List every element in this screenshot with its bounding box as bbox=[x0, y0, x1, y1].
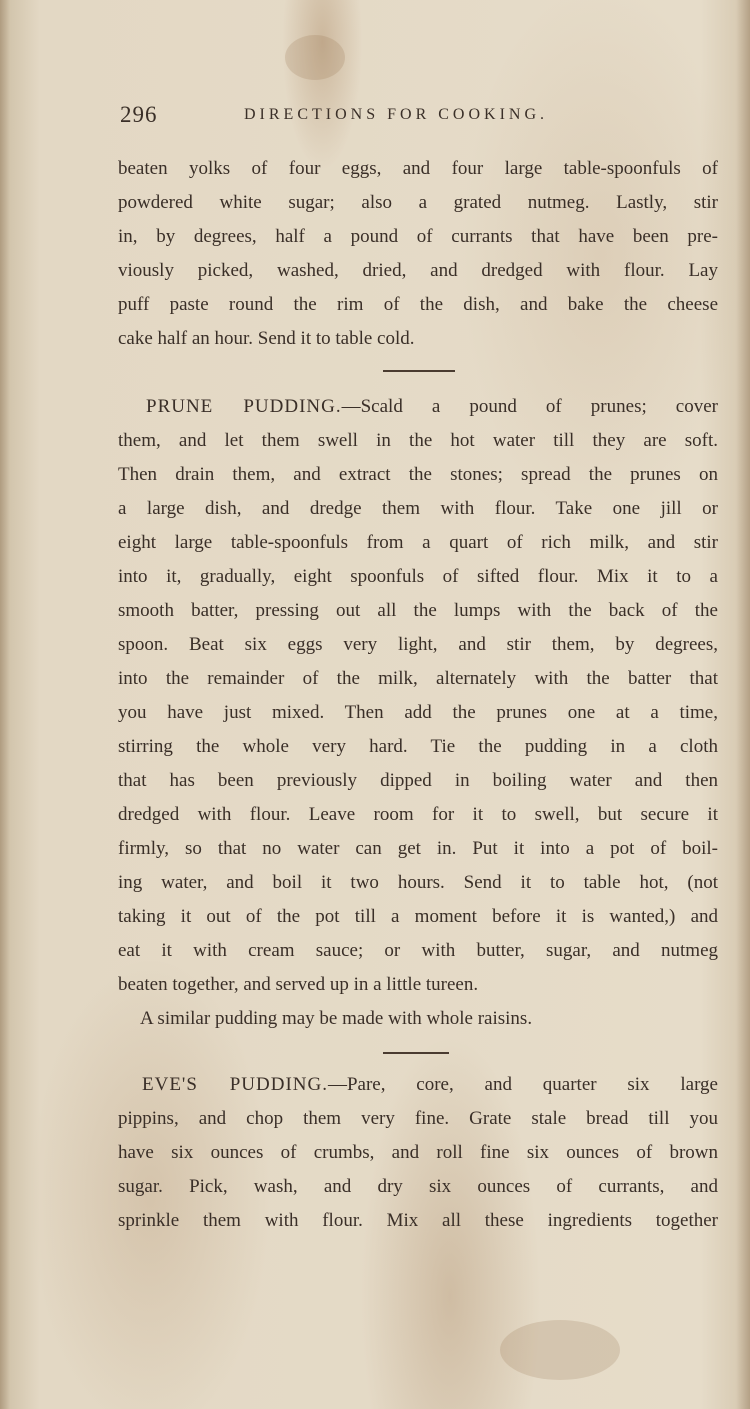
text-line: them, and let them swell in the hot water till they are soft. bbox=[118, 430, 718, 451]
text-line: into the remainder of the milk, alternately with the batter that bbox=[118, 668, 718, 689]
page-edge-shadow bbox=[736, 0, 750, 1409]
recipe-title: EVE'S PUDDING. bbox=[142, 1074, 328, 1095]
text-line: cake half an hour. Send it to table cold. bbox=[118, 328, 415, 349]
text-line: smooth batter, pressing out all the lumps with the back of the bbox=[118, 600, 718, 621]
text-line: sprinkle them with flour. Mix all these ingredients together bbox=[118, 1210, 718, 1231]
page-gutter-shadow bbox=[0, 0, 10, 1409]
section-divider bbox=[383, 1052, 449, 1054]
stain-top bbox=[285, 35, 345, 80]
stain-bottom bbox=[500, 1320, 620, 1380]
text-line: taking it out of the pot till a moment before it is wanted,) and bbox=[118, 906, 718, 927]
text-line: beaten together, and served up in a little tureen. bbox=[118, 974, 479, 995]
text-line: powdered white sugar; also a grated nutmeg. Lastly, stir bbox=[118, 192, 718, 213]
eves-pudding-recipe bbox=[118, 1068, 718, 1238]
recipe-text: —Scald a pound of prunes; cover bbox=[341, 396, 718, 417]
text-line: beaten yolks of four eggs, and four large table-spoonfuls of bbox=[118, 158, 718, 179]
text-line: spoon. Beat six eggs very light, and stir them, by degrees, bbox=[118, 634, 718, 655]
text-line: viously picked, washed, dried, and dredged with flour. Lay bbox=[118, 260, 718, 281]
text-line: ing water, and boil it two hours. Send it to table hot, (not bbox=[118, 872, 718, 893]
prune-pudding-recipe bbox=[118, 390, 718, 1036]
recipe-note: A similar pudding may be made with whole raisins. bbox=[140, 1008, 533, 1029]
running-title: DIRECTIONS FOR COOKING. bbox=[244, 106, 549, 123]
text-line: pippins, and chop them very fine. Grate stale bread till you bbox=[118, 1108, 718, 1129]
text-line: Then drain them, and extract the stones; spread the prunes on bbox=[118, 464, 718, 485]
recipe-first-line bbox=[118, 390, 718, 424]
text-line: that has been previously dipped in boiling water and then bbox=[118, 770, 718, 791]
page-number: 296 bbox=[120, 102, 158, 127]
recipe-text: —Pare, core, and quarter six large bbox=[327, 1074, 718, 1095]
text-line: you have just mixed. Then add the prunes one at a time, bbox=[118, 702, 718, 723]
text-line: sugar. Pick, wash, and dry six ounces of currants, and bbox=[118, 1176, 718, 1197]
text-line: in, by degrees, half a pound of currants that have been pre- bbox=[118, 226, 718, 247]
page-header bbox=[118, 100, 718, 134]
text-line: eat it with cream sauce; or with butter, sugar, and nutmeg bbox=[118, 940, 718, 961]
continuation-paragraph bbox=[118, 152, 718, 356]
text-line: a large dish, and dredge them with flour. Take one jill or bbox=[118, 498, 718, 519]
recipe-first-line bbox=[118, 1068, 718, 1102]
text-line: stirring the whole very hard. Tie the pudding in a cloth bbox=[118, 736, 718, 757]
text-line: firmly, so that no water can get in. Put it into a pot of boil- bbox=[118, 838, 718, 859]
recipe-title: PRUNE PUDDING. bbox=[146, 396, 342, 417]
text-line: have six ounces of crumbs, and roll fine six ounces of brown bbox=[118, 1142, 718, 1163]
text-line: dredged with flour. Leave room for it to swell, but secure it bbox=[118, 804, 718, 825]
text-line: eight large table-spoonfuls from a quart of rich milk, and stir bbox=[118, 532, 718, 553]
text-line: puff paste round the rim of the dish, and bake the cheese bbox=[118, 294, 718, 315]
text-line: into it, gradually, eight spoonfuls of sifted flour. Mix it to a bbox=[118, 566, 718, 587]
section-divider bbox=[383, 370, 455, 372]
